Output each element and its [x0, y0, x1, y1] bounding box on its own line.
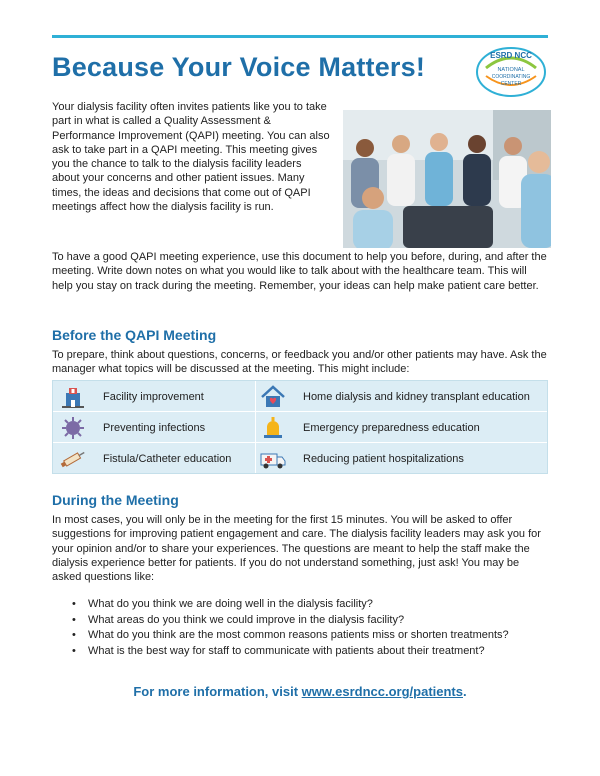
intro-paragraph: Your dialysis facility often invites patients like you to take part in what is called a Quality Assessment & Performance Improvement (QAPI) meeting. You can also ask to take part in a QAPI meeting. This meeting gives you the chance to talk to the dialysis facility leaders about your concerns and other patient issues. Many times, the ideas and decisions that come out of QAPI meetings affect how the dialysis facility is run. [52, 101, 330, 214]
siren-icon [259, 415, 287, 441]
question-list [72, 597, 552, 659]
list-item: • What areas do you think we could improve in the dialysis facility? [72, 613, 552, 629]
topic-item [59, 413, 253, 443]
list-item: • What do you think we are doing well in the dialysis facility? [72, 597, 552, 613]
facility-icon [59, 384, 87, 410]
footer-suffix: . [463, 684, 467, 699]
topic-label: Facility improvement [103, 391, 204, 403]
before-meeting-heading: Before the QAPI Meeting [52, 327, 217, 343]
house-icon [259, 384, 287, 410]
before-meeting-text: To prepare, think about questions, concerns, or feedback you and/or other patients may have. Ask the manager what topics will be discussed at the meeting. This might include: [52, 349, 547, 376]
patients-link[interactable]: www.esrdncc.org/patients [301, 684, 463, 699]
svg-text:ESRD NCC: ESRD NCC [490, 51, 532, 60]
top-accent-bar [52, 35, 548, 38]
panel-divider [255, 381, 256, 473]
topic-item [259, 444, 545, 474]
syringe-icon [59, 446, 87, 472]
during-meeting-text: In most cases, you will only be in the meeting for the first 15 minutes. You will be asked to offer suggestions for improving patient engagement and care. The dialysis facility leaders may ask you for your opinion and/or to share your experiences. The questions are meant to help the staff make the dialysis experience better for patients. If you do not understand something, just ask! You may be asked questions like: [52, 514, 541, 584]
esrd-ncc-logo [474, 44, 548, 98]
list-item: • What is the best way for staff to communicate with patients about their treatment? [72, 644, 552, 660]
topic-label: Emergency preparedness education [303, 422, 480, 434]
topics-panel [52, 380, 548, 474]
germ-icon [59, 415, 87, 441]
svg-text:CENTER: CENTER [500, 81, 522, 87]
topic-item [259, 382, 545, 412]
svg-text:COORDINATING: COORDINATING [491, 74, 531, 80]
ambulance-icon [259, 446, 287, 472]
instructions-paragraph: To have a good QAPI meeting experience, use this document to help you before, during, and after the meeting. Write down notes on what you would like to talk about with the healthcare team. This will help you stay on track during the meeting. Remember, your ideas can help make patient care better. [52, 251, 547, 292]
svg-text:NATIONAL: NATIONAL [497, 67, 525, 73]
list-item: • What do you think are the most common reasons patients miss or shorten treatments? [72, 628, 552, 644]
topic-item [259, 413, 545, 443]
topic-item [59, 444, 253, 474]
footer-prefix: For more information, visit [133, 684, 302, 699]
footer-info [0, 684, 600, 699]
page-title: Because Your Voice Matters! [52, 52, 426, 82]
topic-label: Fistula/Catheter education [103, 453, 232, 465]
topic-item [59, 382, 253, 412]
topic-label: Preventing infections [103, 422, 206, 434]
topic-label: Reducing patient hospitalizations [303, 453, 464, 465]
topic-label: Home dialysis and kidney transplant education [303, 391, 530, 403]
during-meeting-heading: During the Meeting [52, 492, 179, 508]
meeting-photo [343, 110, 551, 248]
